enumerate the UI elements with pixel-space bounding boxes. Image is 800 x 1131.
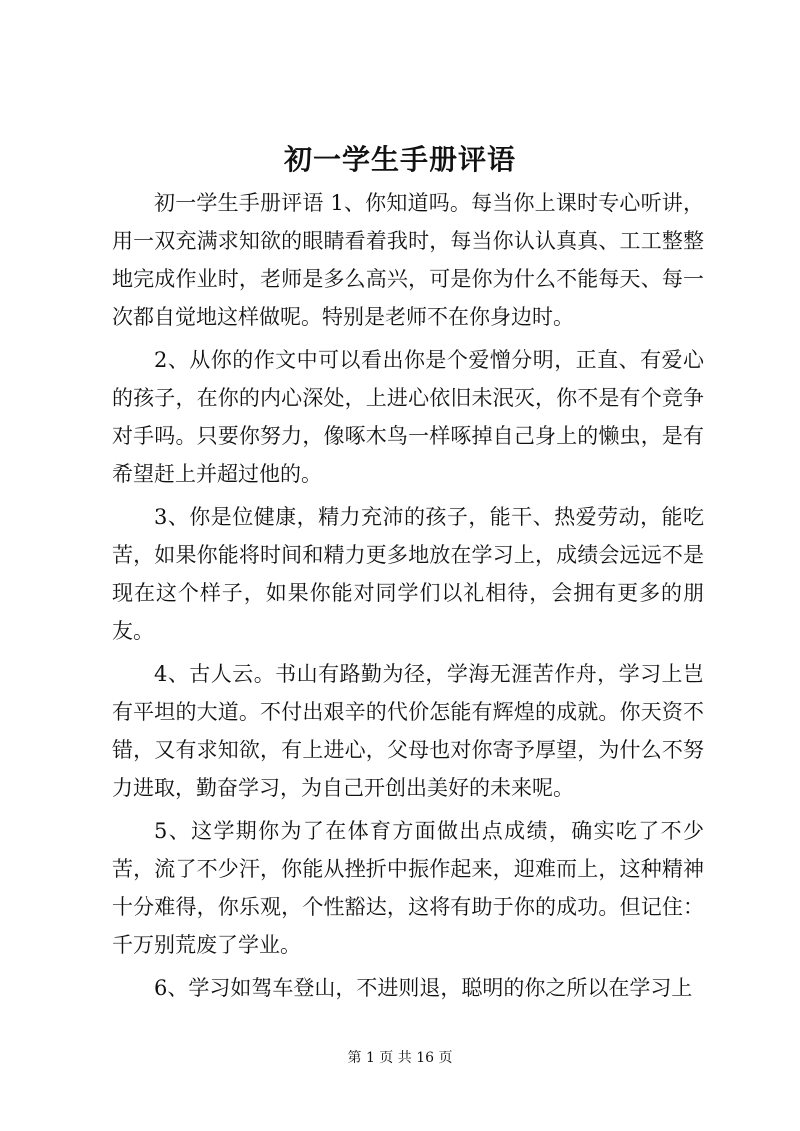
- document-title: 初一学生手册评语: [283, 143, 516, 176]
- paragraph-1: 初一学生手册评语 1、你知道吗。每当你上课时专心听讲，用一双充满求知欲的眼睛看着我时，每当你认认真真、工工整整地完成作业时，老师是多么高兴，可是你为什么不能每天、每一次都自觉地这样做呢。特别是老师不在你身边时。: [112, 191, 704, 329]
- paragraph-5: 5、这学期你为了在体育方面做出点成绩，确实吃了不少苦，流了不少汗，你能从挫折中振作起来，迎难而上，这种精神十分难得，你乐观，个性豁达，这将有助于你的成功。但记住：千万别荒废了学业。: [112, 819, 704, 957]
- paragraph-3: 3、你是位健康，精力充沛的孩子，能干、热爱劳动，能吃苦，如果你能将时间和精力更多地放在学习上，成绩会远远不是现在这个样子，如果你能对同学们以礼相待，会拥有更多的朋友。: [112, 505, 704, 643]
- page-number-footer: 第 1 页 共 16 页: [347, 1050, 453, 1066]
- paragraph-6: 6、学习如驾车登山，不进则退，聪明的你之所以在学习上: [154, 976, 693, 1000]
- paragraph-2: 2、从你的作文中可以看出你是个爱憎分明，正直、有爱心的孩子，在你的内心深处，上进心依旧未泯灭，你不是有个竞争对手吗。只要你努力，像啄木鸟一样啄掉自己身上的懒虫，是有希望赶上并超过他的。: [112, 348, 704, 486]
- document-body: [112, 184, 704, 1012]
- paragraph-4: 4、古人云。书山有路勤为径，学海无涯苦作舟，学习上岂有平坦的大道。不付出艰辛的代价怎能有辉煌的成就。你天资不错，又有求知欲，有上进心，父母也对你寄予厚望，为什么不努力进取，勤奋学习，为自己开创出美好的未来呢。: [112, 662, 704, 800]
